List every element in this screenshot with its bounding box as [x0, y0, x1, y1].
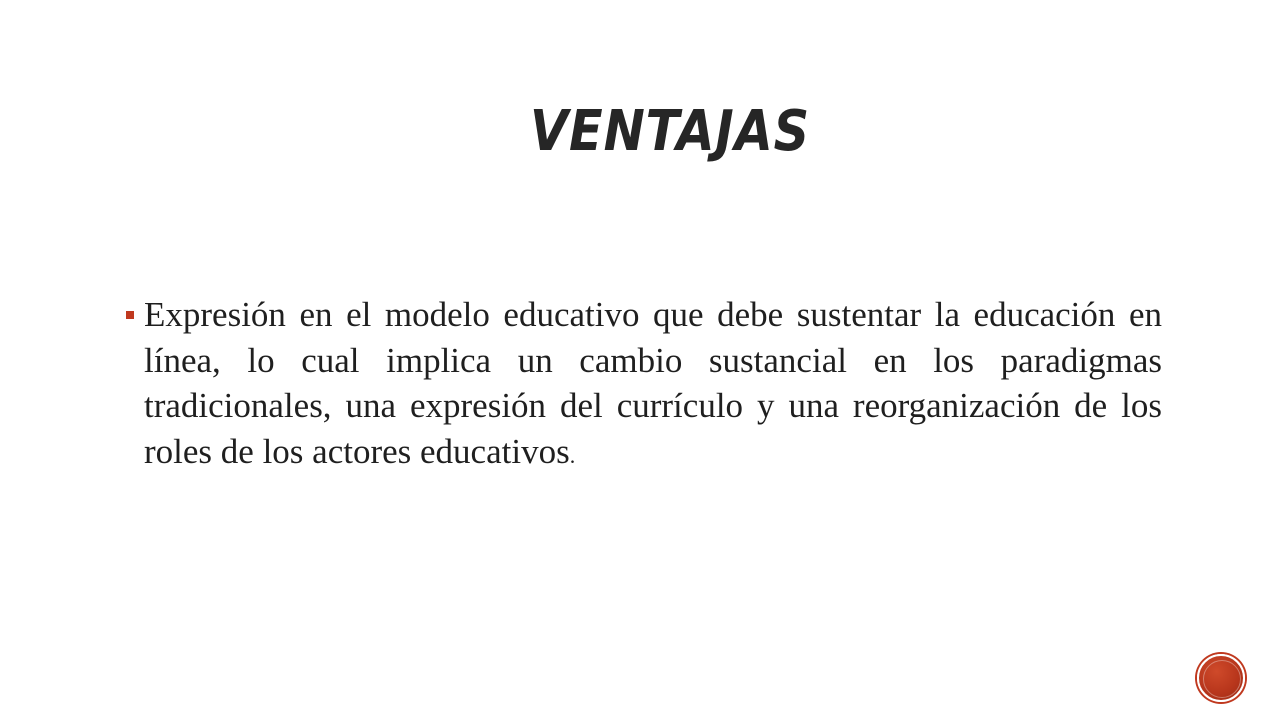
badge-ring-icon [1203, 660, 1241, 698]
bullet-text: Expresión en el modelo educativo que debe sustentar la educación en línea, lo cual implica un cambio sustancial en los paradigmas tradicionales, una expresión del currículo y una reorganización de los roles de los actores educativos [144, 295, 1162, 471]
bullet-trailing-period: . [569, 442, 576, 468]
slide-number-badge [1197, 654, 1245, 702]
bullet-list [122, 292, 1162, 478]
bullet-item [122, 292, 1162, 478]
square-bullet-icon [126, 311, 134, 319]
slide-title: VENTAJAS [530, 99, 810, 164]
